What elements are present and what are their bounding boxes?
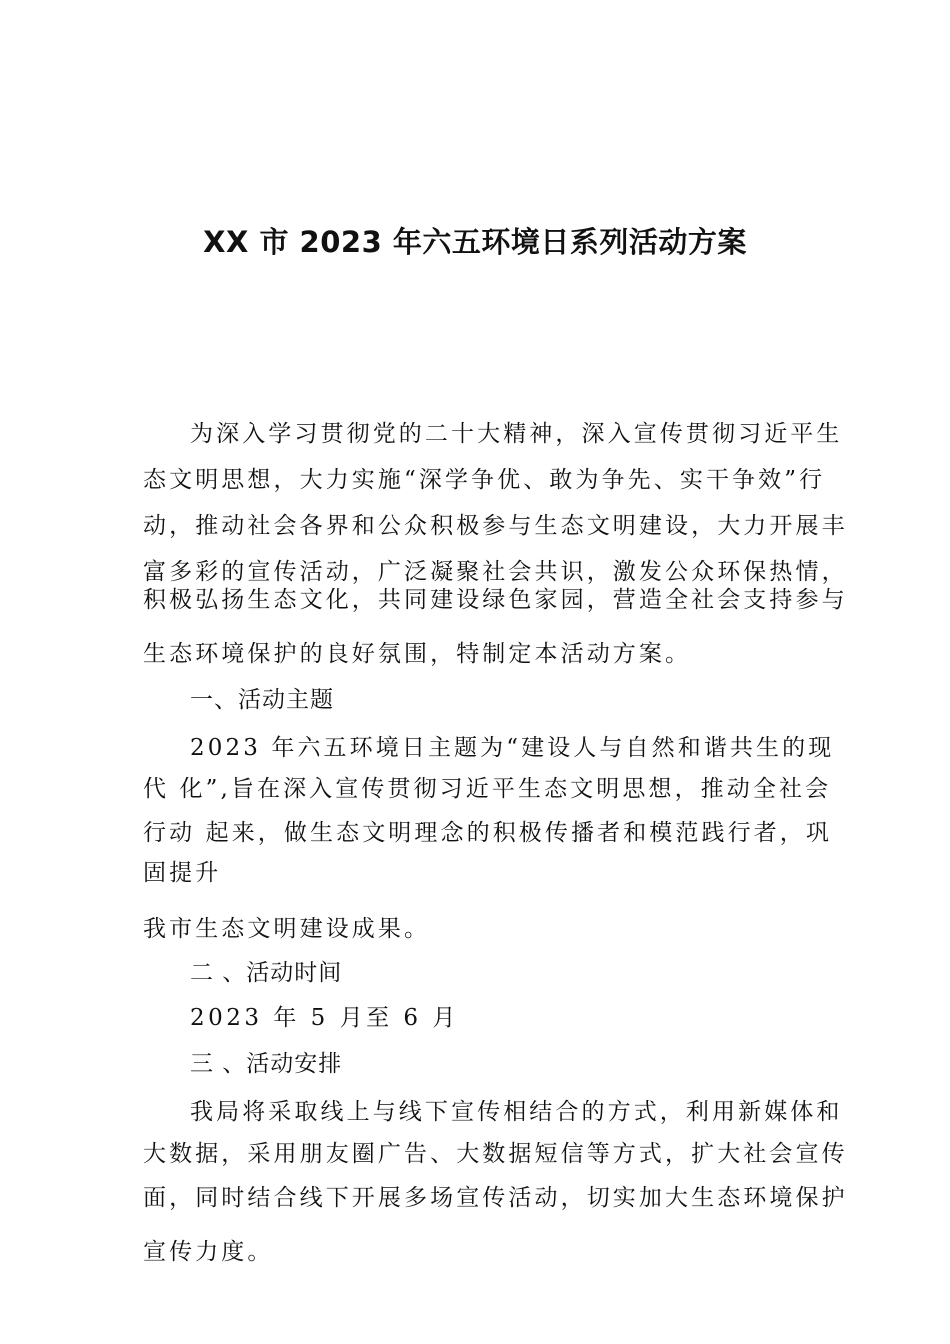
intro-line: 生态环境保护的良好氛围，特制定本活动方案。: [143, 641, 692, 667]
section-heading-theme: 一、活动主题: [190, 687, 334, 713]
intro-line: 富多彩的宣传活动，广泛凝聚社会共识，激发公众环保热情，: [143, 559, 848, 585]
section3-line: 面，同时结合线下开展多场宣传活动，切实加大生态环境保护: [143, 1185, 848, 1211]
intro-line: 动，推动社会各界和公众积极参与生态文明建设，大力开展丰: [143, 513, 848, 539]
section3-line: 宣传力度。: [143, 1239, 274, 1265]
section1-line: 我市生态文明建设成果。: [143, 916, 431, 942]
intro-line: 为深入学习贯彻党的二十大精神，深入宣传贯彻习近平生: [190, 421, 843, 447]
section2-body: 2023 年 5 月至 6 月: [190, 1005, 459, 1031]
section1-line: 行动 起来，做生态文明理念的积极传播者和模范践行者，巩: [143, 820, 833, 846]
intro-line: 积极弘扬生态文化，共同建设绿色家园，营造全社会支持参与: [143, 587, 848, 613]
intro-line: 态文明思想，大力实施“深学争优、敢为争先、实干争效”行: [143, 467, 826, 493]
section3-line: 我局将采取线上与线下宣传相结合的方式，利用新媒体和: [190, 1099, 843, 1125]
section1-line: 2023 年六五环境日主题为“建设人与自然和谐共生的现: [190, 735, 835, 761]
section-heading-arrangement: 三 、活动安排: [190, 1051, 343, 1077]
section-heading-time: 二 、活动时间: [190, 960, 343, 986]
section1-line: 固提升: [143, 860, 222, 886]
section1-line: 代 化”,旨在深入宣传贯彻习近平生态文明思想，推动全社会: [143, 776, 832, 802]
section3-line: 大数据，采用朋友圈广告、大数据短信等方式，扩大社会宣传: [143, 1141, 848, 1167]
document-title: XX 市 2023 年六五环境日系列活动方案: [203, 225, 747, 259]
